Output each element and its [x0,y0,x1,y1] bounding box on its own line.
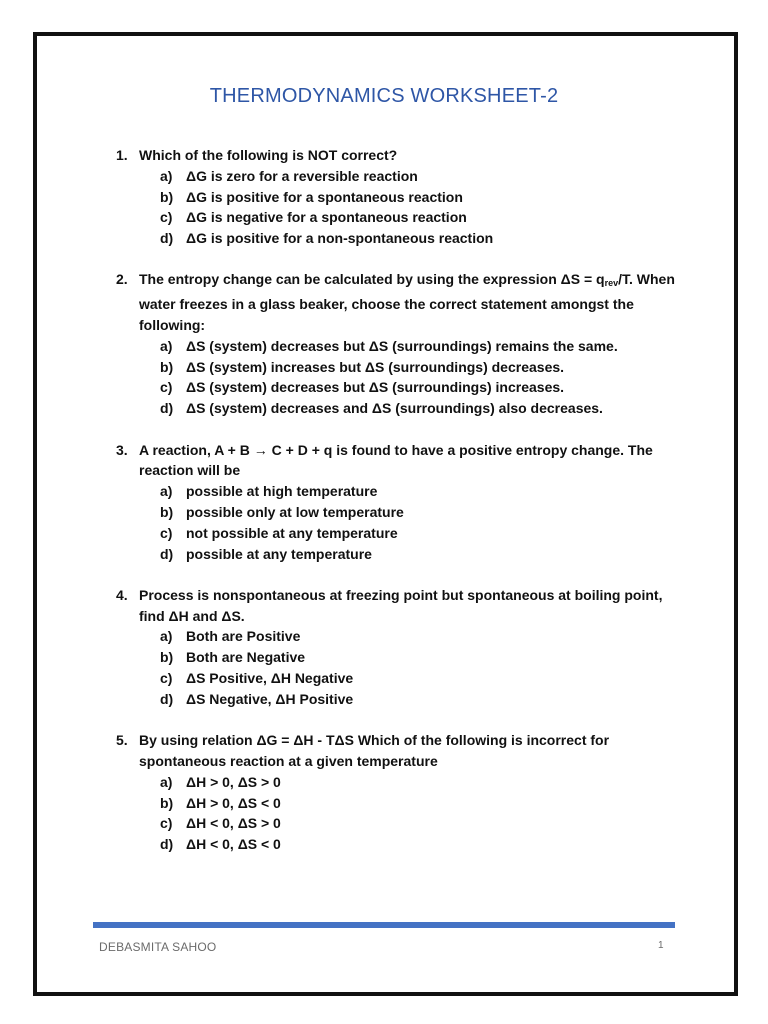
option-letter: c) [160,379,173,396]
option-b [160,502,676,523]
option-text: ΔH < 0, ΔS < 0 [186,836,281,853]
option-text: ΔS (system) decreases but ΔS (surroundings) increases. [186,379,565,396]
option-letter: b) [160,503,174,520]
question-text: Process is nonspontaneous at freezing point but spontaneous at boiling point, find ΔH and ΔS. [139,586,663,624]
option-text: ΔH < 0, ΔS > 0 [186,815,281,832]
option-b [160,647,676,668]
option-letter: b) [160,358,174,375]
option-a [160,772,676,793]
option-a [160,626,676,647]
question-text: By using relation ΔG = ΔH - TΔS Which of the following is incorrect for spontaneous reaction at a given temperature [139,732,610,769]
option-letter: d) [160,836,174,853]
question-number: 3. [116,441,128,458]
question-5 [116,730,676,855]
option-list [116,336,676,419]
option-text: ΔS Negative, ΔH Positive [186,690,354,707]
option-letter: a) [160,337,173,354]
option-a [160,481,676,502]
option-d [160,544,676,565]
page-number: 1 [658,940,664,951]
option-text: not possible at any temperature [186,524,398,541]
option-text: ΔS (system) decreases and ΔS (surroundings) also decreases. [186,400,603,417]
option-text: ΔS Positive, ΔH Negative [186,670,354,687]
option-letter: c) [160,209,173,226]
option-text: ΔS (system) increases but ΔS (surroundings) decreases. [186,358,565,375]
option-text: ΔG is positive for a spontaneous reaction [186,188,463,205]
option-c [160,523,676,544]
subscript-rev: rev [604,278,619,289]
option-letter: c) [160,815,173,832]
option-text: ΔG is zero for a reversible reaction [186,167,418,184]
option-c [160,377,676,398]
option-list [116,772,676,855]
option-letter: d) [160,230,174,247]
option-text: ΔS (system) decreases but ΔS (surroundings) remains the same. [186,337,618,354]
option-a [160,166,676,187]
question-text [139,269,676,335]
question-text-part: The entropy change can be calculated by using the expression ΔS = q [139,271,605,288]
option-d [160,689,676,710]
option-d [160,834,676,855]
option-text: possible at any temperature [186,545,372,562]
option-c [160,813,676,834]
option-list [116,626,676,709]
option-c [160,207,676,228]
option-list [116,481,676,564]
option-text: ΔH > 0, ΔS < 0 [186,794,281,811]
option-text: ΔG is negative for a spontaneous reaction [186,209,467,226]
option-letter: b) [160,188,174,205]
question-number: 4. [116,586,128,603]
option-letter: a) [160,167,173,184]
footer-author: DEBASMITA SAHOO [99,940,217,954]
option-b [160,357,676,378]
question-number: 2. [116,271,128,288]
question-text: Which of the following is NOT correct? [139,147,398,163]
footer-divider-bar [93,922,675,928]
option-letter: d) [160,400,174,417]
option-letter: d) [160,545,174,562]
option-text: possible only at low temperature [186,503,404,520]
option-letter: b) [160,794,174,811]
option-letter: a) [160,628,173,645]
option-letter: a) [160,483,173,500]
option-letter: c) [160,670,173,687]
option-text: Both are Negative [186,649,306,666]
option-a [160,336,676,357]
question-text-part: /T. When water freezes in a glass beaker, choose the correct statement amongst the following: [139,271,675,334]
option-d [160,228,676,249]
question-1 [116,145,676,249]
option-text: ΔH > 0, ΔS > 0 [186,773,281,790]
option-letter: d) [160,690,174,707]
question-list [116,145,676,875]
page-title: THERMODYNAMICS WORKSHEET-2 [209,85,559,107]
question-4 [116,585,676,710]
option-c [160,668,676,689]
option-d [160,398,676,419]
question-3 [116,440,676,565]
option-letter: a) [160,773,173,790]
option-text: ΔG is positive for a non-spontaneous reaction [186,230,494,247]
question-text: A reaction, A + B → C + D + q is found to have a positive entropy change. The reaction will be [139,441,653,479]
option-text: Both are Positive [186,628,301,645]
option-letter: c) [160,524,173,541]
question-number: 5. [116,732,128,749]
option-list [116,166,676,249]
option-text: possible at high temperature [186,483,378,500]
option-letter: b) [160,649,174,666]
option-b [160,793,676,814]
option-b [160,187,676,208]
question-2 [116,269,676,419]
question-number: 1. [116,147,128,163]
